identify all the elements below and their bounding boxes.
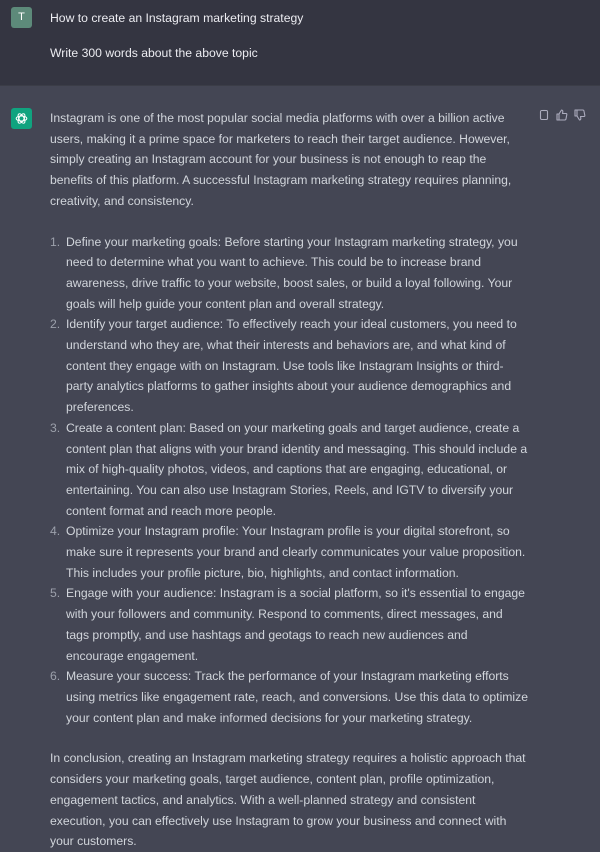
- list-item-text: Optimize your Instagram profile: Your Instagram profile is your digital storefront, so make sure it represents your brand and clearly communicates your value proposition. This includes your profile picture, bio, highlights, and contact information.: [66, 524, 526, 580]
- assistant-response: [50, 108, 528, 852]
- list-item: [50, 232, 528, 315]
- list-item-text: Define your marketing goals: Before starting your Instagram marketing strategy, you need to determine what you want to achieve. This could be to increase brand awareness, drive traffic to your website, boost sales, or build a loyal following. Your goals will help guide your content plan and overall strategy.: [66, 234, 518, 311]
- list-number: 3.: [50, 420, 61, 435]
- list-item-text: Identify your target audience: To effectively reach your ideal customers, you need to understand who they are, what their interests and behaviors are, and what kind of content they engage with on Instagram. Use tools like Instagram Insights or third-party analytics platforms to gather insights about your audience demographics and preferences.: [66, 317, 517, 415]
- assistant-message: [0, 85, 600, 849]
- list-item-text: Engage with your audience: Instagram is a social platform, so it's essential to engage with your followers and community. Respond to comments, direct messages, and tags promptly, and use hashtags and geotags to reach new audiences and encourage engagement.: [66, 586, 525, 663]
- list-item-text: Create a content plan: Based on your marketing goals and target audience, create a content plan that aligns with your brand identity and messaging. This should include a mix of high-quality photos, videos, and captions that are engaging, educational, or entertaining. You can also use Instagram Stories, Reels, and IGTV to diversify your content format and reach more people.: [66, 420, 528, 518]
- thumbs-down-icon[interactable]: [574, 108, 586, 120]
- user-avatar: T: [11, 7, 32, 28]
- user-line-2: Write 300 words about the above topic: [50, 46, 258, 60]
- steps-list: [50, 232, 528, 729]
- message-actions: [538, 108, 586, 120]
- user-message-text: [50, 10, 303, 62]
- openai-logo-icon: [11, 108, 32, 129]
- conclusion-paragraph: In conclusion, creating an Instagram marketing strategy requires a holistic approach that considers your marketing goals, target audience, content plan, profile optimization, engagement tactics, and analytics. With a well-planned strategy and consistent execution, you can effectively use Instagram to grow your business and connect with your customers.: [50, 751, 526, 849]
- list-number: 1.: [50, 234, 61, 249]
- list-number: 5.: [50, 586, 61, 601]
- list-number: 6.: [50, 669, 61, 684]
- list-number: 4.: [50, 524, 61, 539]
- thumbs-up-icon[interactable]: [556, 108, 568, 120]
- list-item: [50, 521, 528, 583]
- intro-paragraph: Instagram is one of the most popular social media platforms with over a billion active users, making it a prime space for marketers to reach their target audience. However, simply creating an Instagram account for your business is not enough to reap the benefits of this platform. A successful Instagram marketing strategy requires planning, creativity, and consistency.: [50, 111, 512, 208]
- list-item: [50, 666, 528, 728]
- user-line-1: How to create an Instagram marketing strategy: [50, 11, 304, 25]
- list-item-text: Measure your success: Track the performance of your Instagram marketing efforts using metrics like engagement rate, reach, and conversions. Use this data to optimize your content plan and make informed decisions for your marketing strategy.: [66, 669, 529, 725]
- list-item: [50, 583, 528, 666]
- user-message: [0, 0, 600, 85]
- list-item: [50, 314, 528, 418]
- list-number: 2.: [50, 317, 61, 332]
- list-item: [50, 418, 528, 522]
- copy-icon[interactable]: [538, 108, 550, 120]
